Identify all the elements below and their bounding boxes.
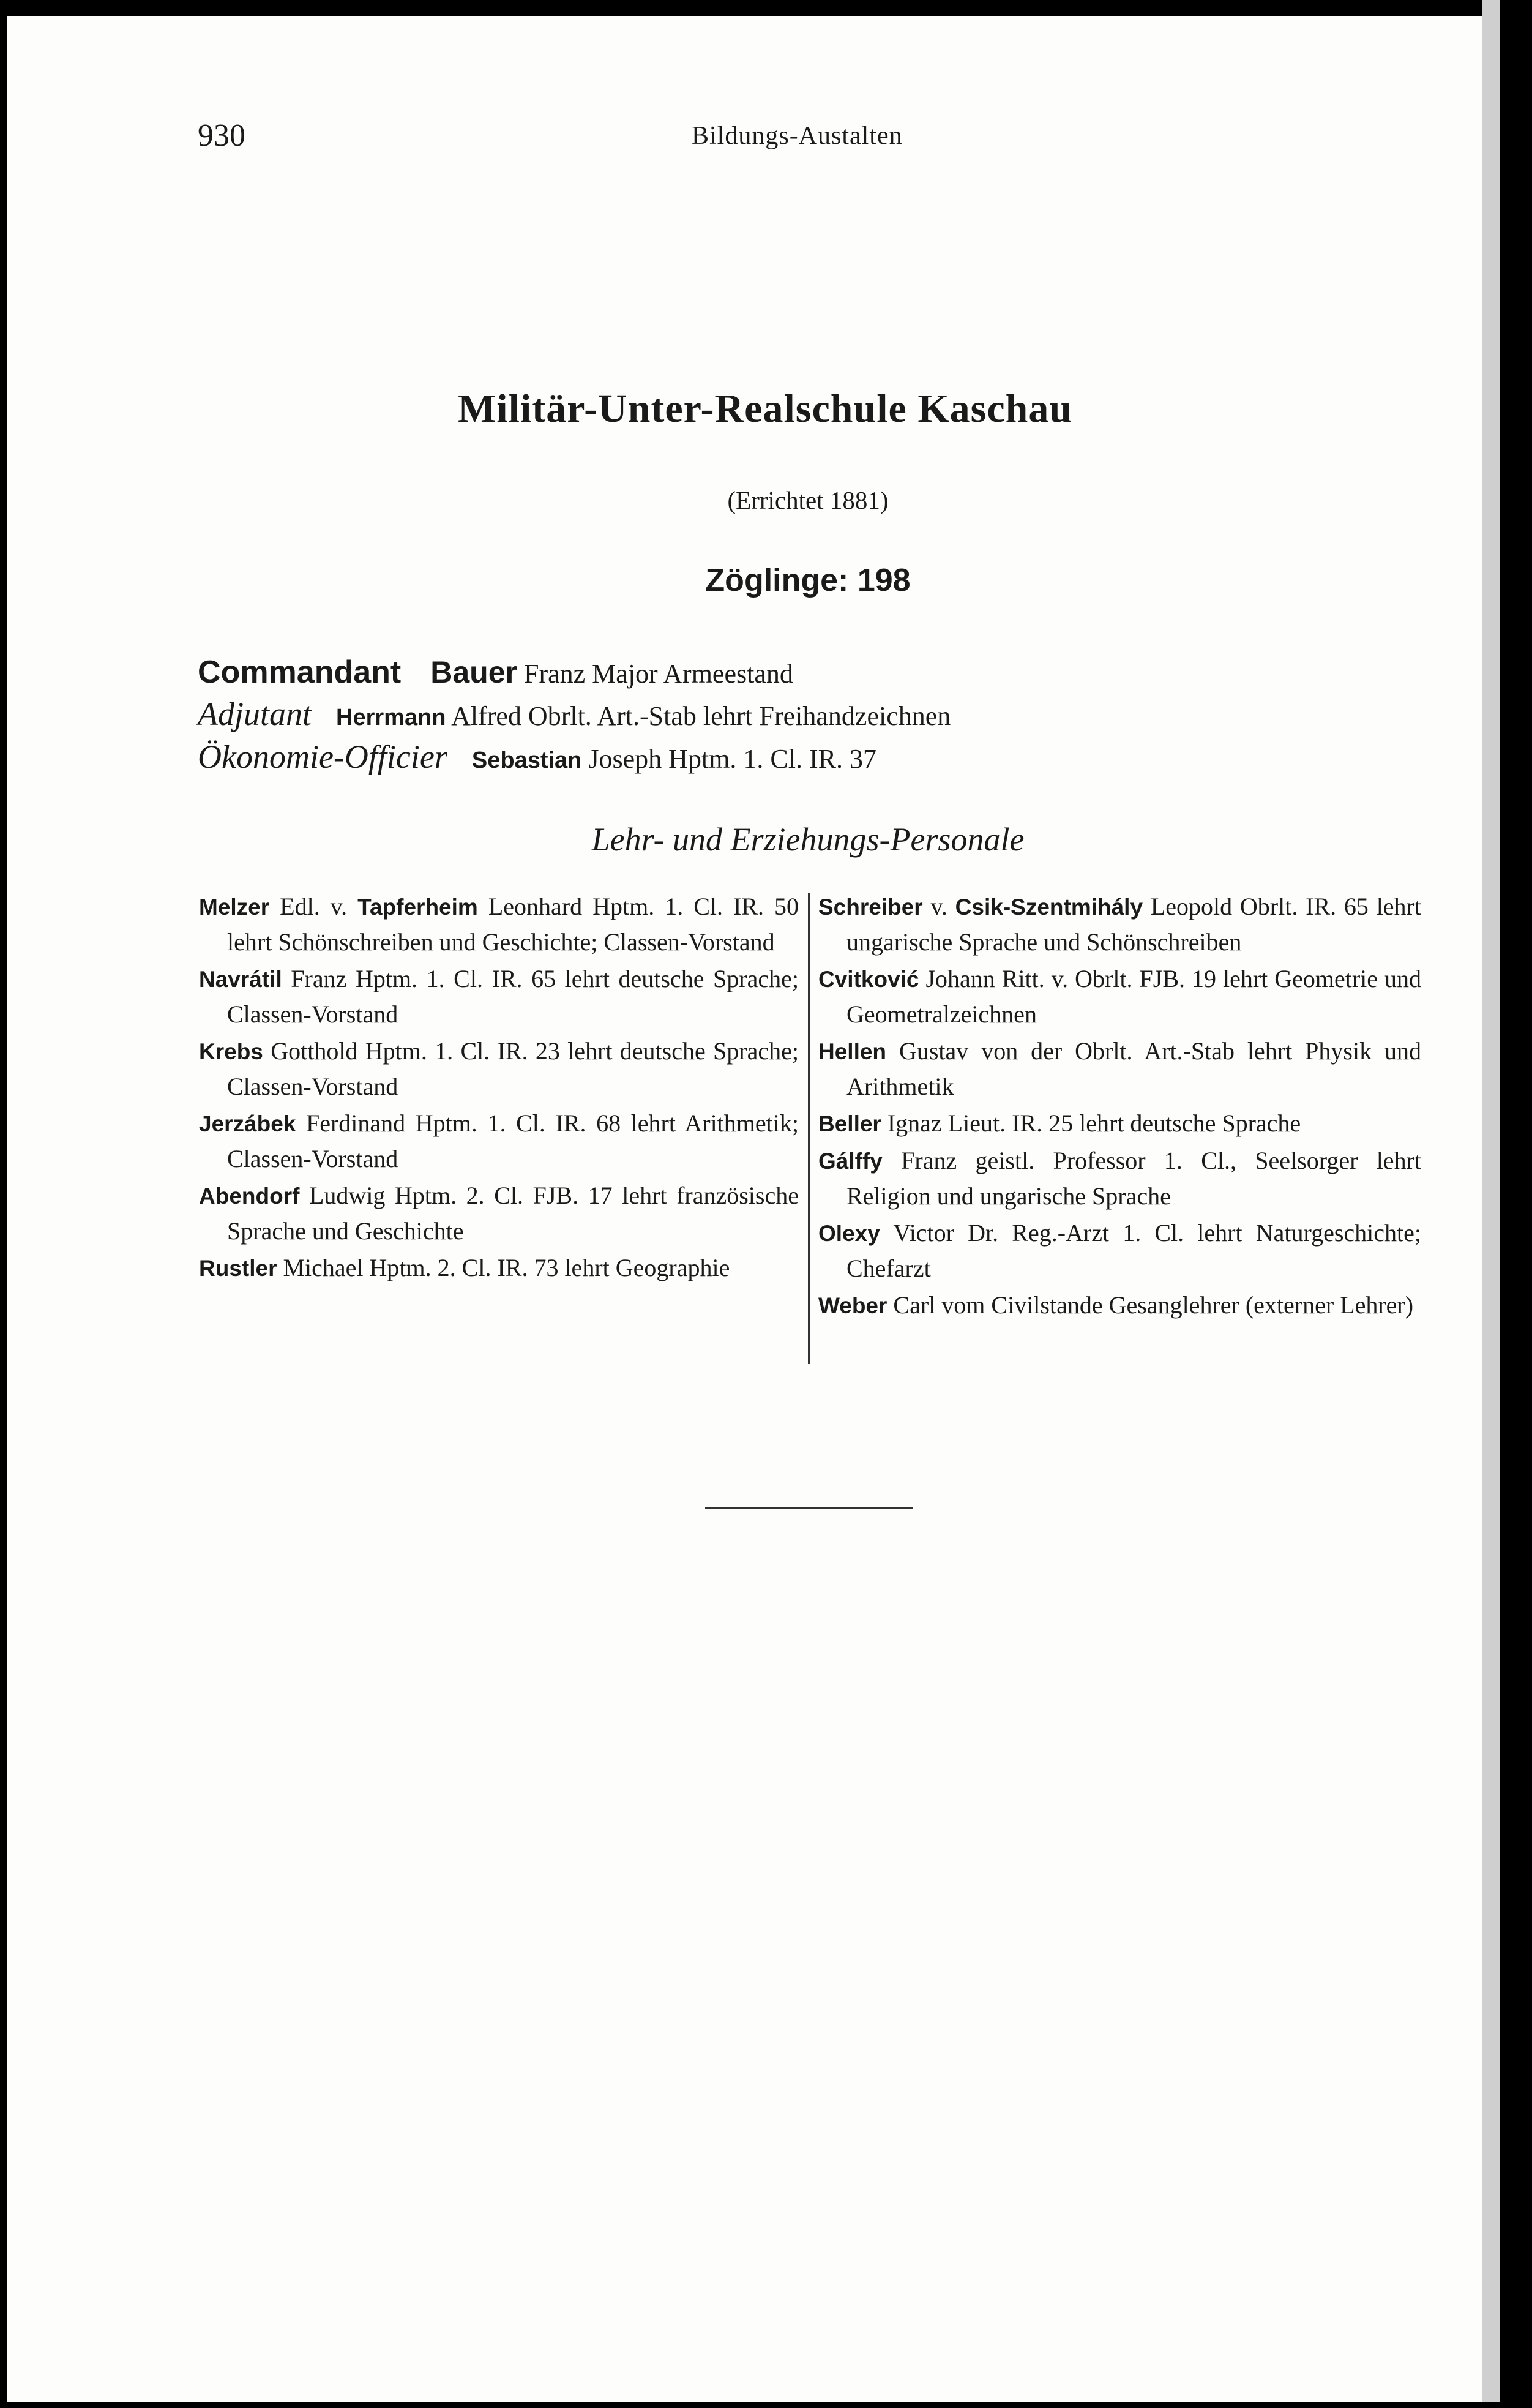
founded-note: (Errichtet 1881) — [727, 486, 889, 514]
teacher-surname: Jerzábek — [199, 1111, 296, 1136]
teacher-entry — [818, 961, 1421, 1032]
teacher-surname-2: Csik-Szentmihály — [955, 895, 1143, 920]
teacher-surname: Hellen — [818, 1039, 887, 1064]
column-divider — [808, 893, 810, 1364]
student-count: Zöglinge: 198 — [705, 563, 911, 598]
teacher-surname: Cvitković — [818, 967, 919, 992]
commandant-details: Franz Major Armeestand — [523, 659, 793, 689]
teacher-details: Franz geistl. Professor 1. Cl., Seelsorger lehrt Religion und ungarische Sprache — [846, 1147, 1421, 1210]
teacher-entry — [199, 1250, 799, 1286]
teacher-details: Gotthold Hptm. 1. Cl. IR. 23 lehrt deutsche Sprache; Classen-Vorstand — [227, 1037, 799, 1100]
commandant-line — [198, 654, 793, 691]
teacher-entry — [199, 1178, 799, 1248]
teacher-surname: Beller — [818, 1111, 881, 1136]
teacher-surname: Weber — [818, 1293, 887, 1318]
running-title: Bildungs-Austalten — [692, 122, 903, 150]
teacher-details: Victor Dr. Reg.-Arzt 1. Cl. lehrt Naturgeschichte; Chefarzt — [846, 1219, 1421, 1282]
teacher-surname: Olexy — [818, 1221, 880, 1246]
teacher-details: Ignaz Lieut. IR. 25 lehrt deutsche Sprache — [881, 1109, 1301, 1137]
closing-rule — [705, 1507, 913, 1509]
teacher-entry — [818, 1033, 1421, 1104]
teacher-surname: Rustler — [199, 1256, 277, 1281]
adjutant-line — [198, 695, 951, 733]
teacher-entry — [818, 1143, 1421, 1213]
teacher-surname: Navrátil — [199, 967, 282, 992]
teacher-surname: Melzer — [199, 895, 270, 920]
adjutant-surname: Herrmann — [336, 705, 446, 730]
teacher-details: Leopold Obrlt. IR. 65 lehrt ungarische Sprache und Schönschreiben — [846, 893, 1421, 956]
teacher-details: Ferdinand Hptm. 1. Cl. IR. 68 lehrt Arithmetik; Classen-Vorstand — [227, 1109, 799, 1172]
teacher-surname: Krebs — [199, 1039, 263, 1064]
teacher-entry: Melzer Edl. v. Tapferheim Leonhard Hptm. 1. Cl. IR. 50 lehrt Schönschreiben und Geschichte; Classen-Vorstand — [199, 893, 799, 956]
teacher-entry — [199, 1033, 799, 1104]
teacher-surname-2: Tapferheim — [357, 895, 478, 920]
adjutant-role: Adjutant — [198, 696, 312, 732]
teacher-entry — [818, 1106, 1421, 1141]
teachers-left-column — [199, 889, 799, 1288]
scan-border-left — [0, 0, 7, 2408]
economy-officer-details: Joseph Hptm. 1. Cl. IR. 37 — [588, 744, 876, 774]
economy-officer-line — [198, 738, 876, 776]
page-title: Militär-Unter-Realschule Kaschau — [457, 386, 1073, 431]
teacher-entry — [199, 1106, 799, 1176]
teacher-entry — [818, 1288, 1421, 1323]
scan-border-shadow — [1482, 0, 1500, 2408]
teacher-entry — [199, 961, 799, 1032]
teacher-entry: Schreiber v. Csik-Szentmihály Leopold Obrlt. IR. 65 lehrt ungarische Sprache und Schönschreiben — [818, 893, 1421, 956]
scan-border-right — [1500, 0, 1532, 2408]
section-heading: Lehr- und Erziehungs-Personale — [591, 821, 1025, 858]
teacher-details: Leonhard Hptm. 1. Cl. IR. 50 lehrt Schönschreiben und Geschichte; Classen-Vorstand — [227, 893, 799, 956]
teacher-details: Carl vom Civilstande Gesanglehrer (externer Lehrer) — [887, 1291, 1414, 1319]
teacher-details: Gustav von der Obrlt. Art.-Stab lehrt Physik und Arithmetik — [846, 1037, 1421, 1100]
scan-border-bottom — [0, 2402, 1532, 2408]
teacher-entry — [818, 1215, 1421, 1286]
scan-border-top — [0, 0, 1532, 16]
teacher-details: Michael Hptm. 2. Cl. IR. 73 lehrt Geographie — [277, 1254, 730, 1281]
adjutant-details: Alfred Obrlt. Art.-Stab lehrt Freihandzeichnen — [451, 701, 951, 731]
teacher-details: Ludwig Hptm. 2. Cl. FJB. 17 lehrt französische Sprache und Geschichte — [227, 1182, 799, 1245]
teacher-details: Johann Ritt. v. Obrlt. FJB. 19 lehrt Geometrie und Geometralzeichnen — [846, 965, 1421, 1028]
economy-officer-surname: Sebastian — [471, 748, 582, 773]
teacher-surname: Gálffy — [818, 1149, 883, 1174]
teacher-surname: Schreiber — [818, 895, 923, 920]
page-number: 930 — [198, 118, 245, 153]
commandant-surname: Bauer — [430, 655, 517, 689]
commandant-role: Commandant — [198, 655, 402, 690]
teacher-surname: Abendorf — [199, 1183, 300, 1209]
teachers-right-column — [818, 889, 1421, 1325]
teacher-details: Franz Hptm. 1. Cl. IR. 65 lehrt deutsche Sprache; Classen-Vorstand — [227, 965, 799, 1028]
economy-officer-role: Ökonomie-Officier — [198, 738, 447, 775]
